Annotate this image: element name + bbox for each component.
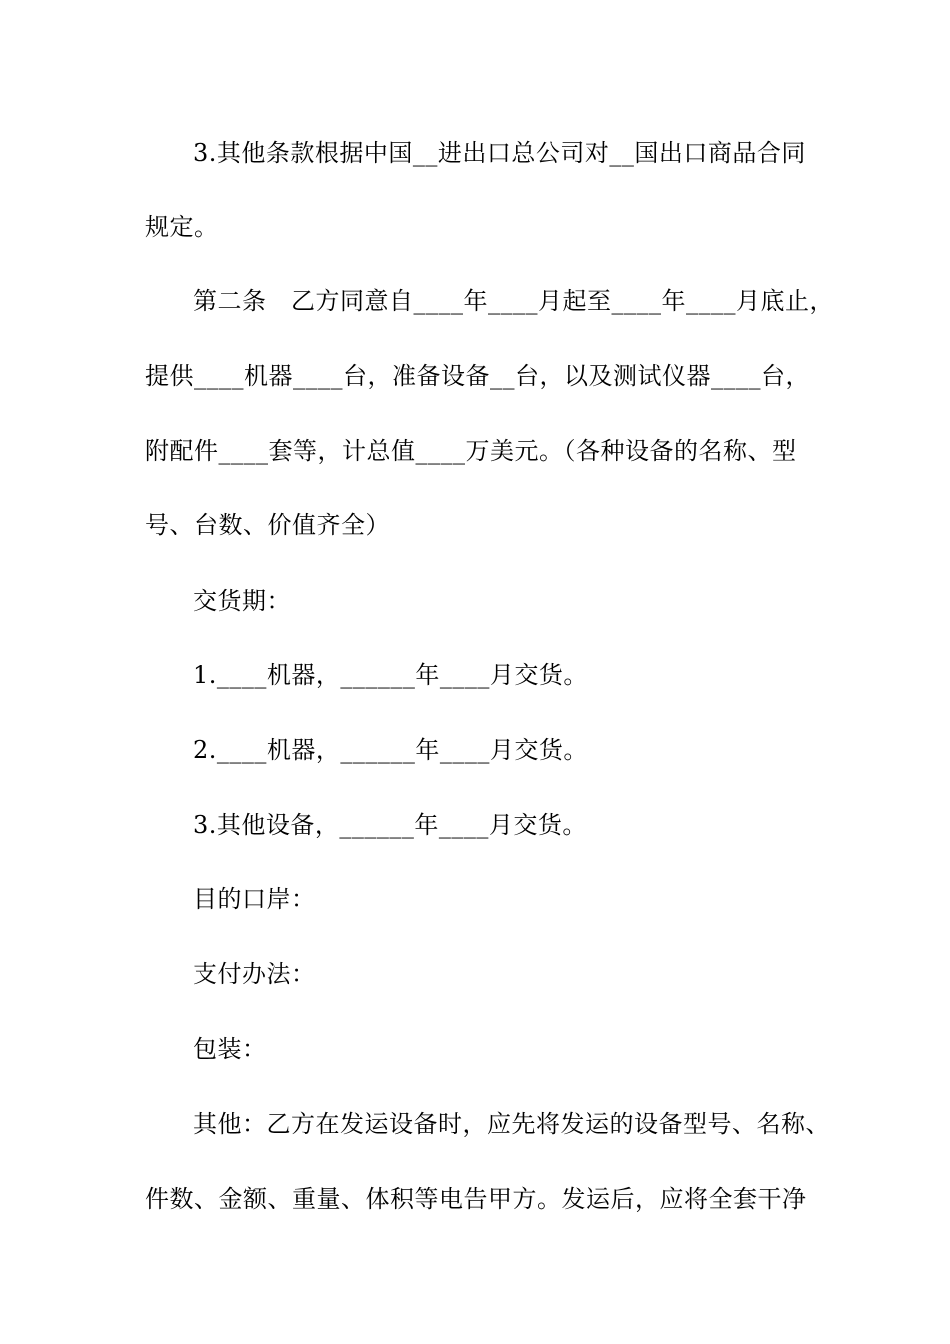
article-2-line-3: 附配件____套等，计总值____万美元。（各种设备的名称、型 [145, 437, 797, 465]
destination-port-label: 目的口岸： [193, 885, 316, 913]
delivery-item-2: 2.____机器，______年____月交货。 [193, 736, 588, 764]
article-2-line-4: 号、台数、价值齐全） [145, 511, 390, 539]
article-2-line-1: 第二条 乙方同意自____年____月起至____年____月底止， [193, 287, 834, 315]
other-terms-line-2: 件数、金额、重量、体积等电告甲方。发运后，应将全套干净 [145, 1185, 807, 1213]
payment-method-label: 支付办法： [193, 960, 316, 988]
delivery-item-1: 1.____机器，______年____月交货。 [193, 661, 588, 689]
packaging-label: 包装： [193, 1035, 267, 1063]
article-2-line-2: 提供____机器____台，准备设备__台，以及测试仪器____台， [145, 362, 810, 390]
clause-3-other-terms-line-2: 规定。 [145, 213, 219, 241]
delivery-period-heading: 交货期： [193, 587, 291, 615]
delivery-item-3: 3.其他设备，______年____月交货。 [193, 811, 587, 839]
clause-3-other-terms-line-1: 3.其他条款根据中国__进出口总公司对__国出口商品合同 [193, 139, 806, 167]
other-terms-line-1: 其他：乙方在发运设备时，应先将发运的设备型号、名称、 [193, 1110, 830, 1138]
